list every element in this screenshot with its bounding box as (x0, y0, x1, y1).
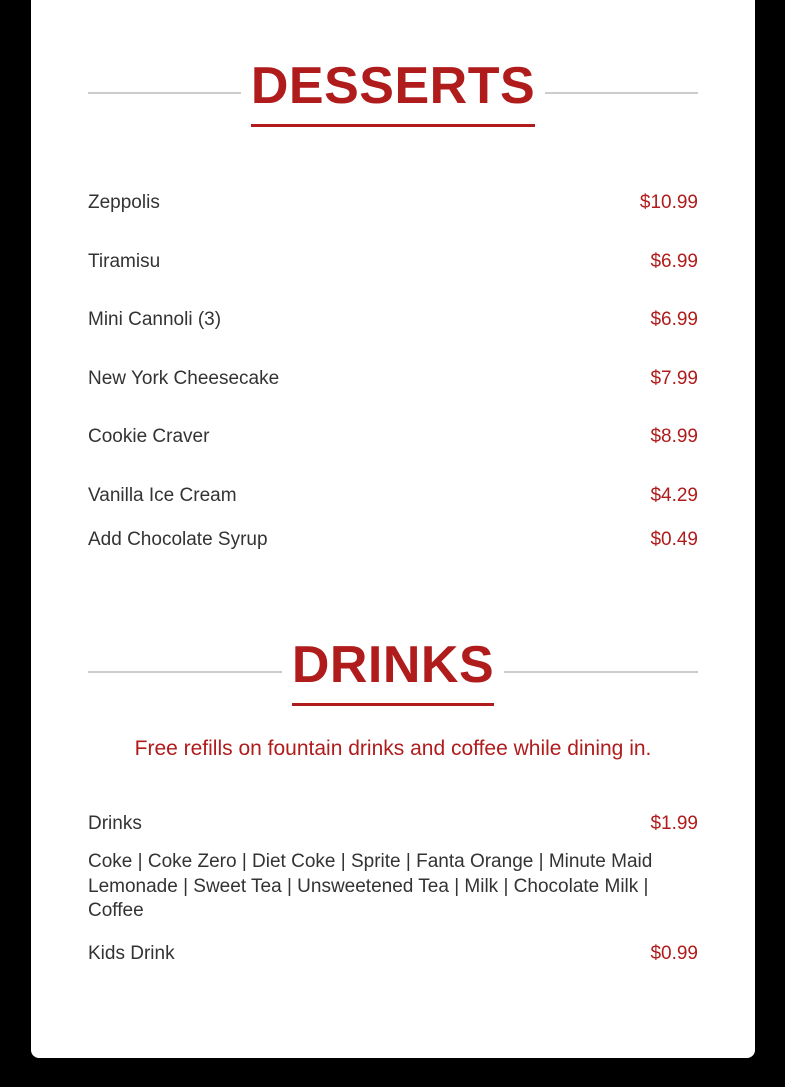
desserts-header (88, 58, 698, 127)
menu-item-vanilla-ice-cream (88, 485, 698, 529)
menu-item-mini-cannoli (88, 309, 698, 368)
drinks-header (88, 637, 698, 706)
item-price: $7.99 (650, 367, 698, 389)
desserts-list (88, 192, 698, 559)
item-price: $0.99 (650, 943, 698, 964)
divider-left (88, 671, 282, 673)
item-price: $8.99 (650, 426, 698, 447)
item-name: Kids Drink (88, 943, 175, 964)
divider-left (88, 92, 241, 94)
refill-note: Free refills on fountain drinks and coffee while dining in. (134, 737, 652, 760)
drinks-title: DRINKS (292, 637, 494, 706)
item-name: Tiramisu (88, 250, 161, 272)
menu-item-kids-drink (88, 943, 698, 973)
item-price: $1.99 (650, 813, 698, 834)
menu-card (31, 0, 755, 1058)
menu-item-zeppolis (88, 192, 698, 251)
item-name: Mini Cannoli (3) (88, 309, 222, 330)
divider-right (545, 92, 698, 94)
item-name: New York Cheesecake (88, 367, 280, 389)
drinks-description: Coke | Coke Zero | Diet Coke | Sprite | Fanta Orange | Minute Maid Lemonade | Sweet Tea | Unsweetened Tea | Milk | Chocolate Milk | Coffee (88, 851, 653, 921)
item-name: Vanilla Ice Cream (88, 484, 237, 506)
item-price: $0.49 (650, 528, 698, 550)
menu-item-drinks (88, 813, 698, 850)
divider-right (504, 671, 698, 673)
item-name: Add Chocolate Syrup (88, 528, 268, 550)
item-name: Drinks (88, 813, 142, 834)
item-name: Cookie Craver (88, 426, 210, 447)
item-price: $10.99 (639, 192, 698, 213)
menu-item-tiramisu (88, 251, 698, 310)
drinks-list (88, 813, 698, 973)
menu-item-new-york-cheesecake (88, 368, 698, 427)
desserts-title: DESSERTS (251, 58, 535, 127)
item-price: $6.99 (650, 250, 698, 272)
item-price: $6.99 (650, 309, 698, 330)
menu-item-cookie-craver (88, 426, 698, 485)
item-price: $4.29 (650, 484, 698, 506)
menu-item-add-chocolate-syrup (88, 529, 698, 559)
item-name: Zeppolis (88, 192, 160, 213)
